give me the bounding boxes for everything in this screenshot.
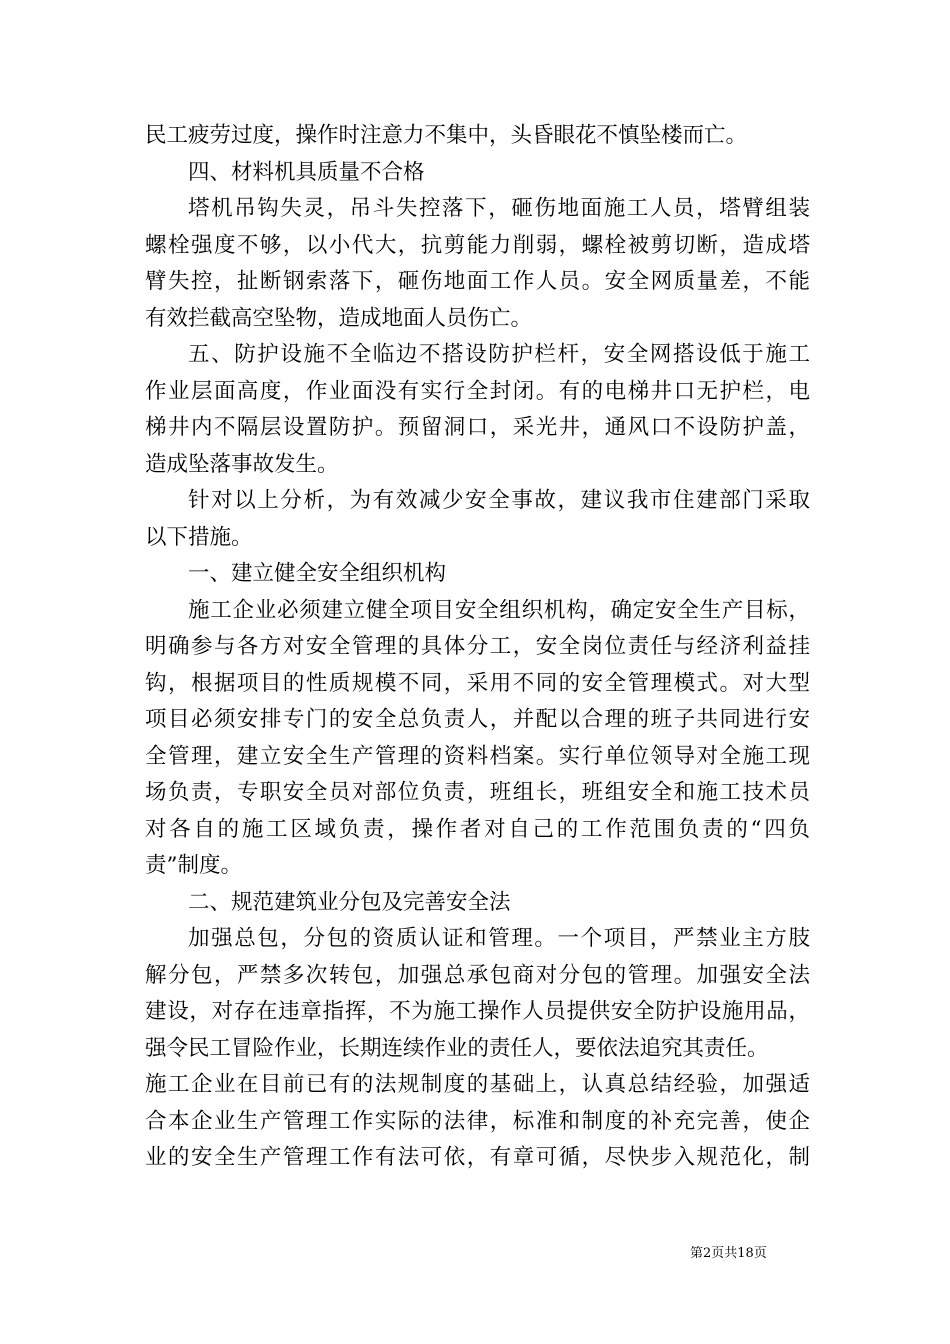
text-line: 臂失控，扯断钢索落下，砸伤地面工作人员。安全网质量差，不能 <box>145 269 810 294</box>
text-line: 梯井内不隔层设置防护。预留洞口，采光井，通风口不设防护盖， <box>145 415 810 440</box>
text-line: 民工疲劳过度，操作时注意力不集中，头昏眼花不慎坠楼而亡。 <box>145 123 748 148</box>
text-line: 项目必须安排专门的安全总负责人，并配以合理的班子共同进行安 <box>145 707 810 732</box>
text-line: 作业层面高度，作业面没有实行全封闭。有的电梯井口无护栏，电 <box>145 378 810 404</box>
text-line: 责”制度。 <box>145 853 242 878</box>
text-line: 造成坠落事故发生。 <box>145 451 339 477</box>
text-line: 加强总包，分包的资质认证和管理。一个项目，严禁业主方肢 <box>188 926 810 951</box>
text-line: 合本企业生产管理工作实际的法律，标准和制度的补充完善，使企 <box>145 1108 810 1134</box>
text-line: 施工企业必须建立健全项目安全组织机构，确定安全生产目标， <box>188 597 810 623</box>
section-heading: 二、规范建筑业分包及完善安全法 <box>188 889 511 915</box>
text-line: 塔机吊钩失灵，吊斗失控落下，砸伤地面施工人员，塔臂组装 <box>188 196 810 221</box>
text-line: 对各自的施工区域负责，操作者对自己的工作范围负责的“四负 <box>145 816 810 842</box>
text-line: 明确参与各方对安全管理的具体分工，安全岗位责任与经济利益挂 <box>145 634 810 659</box>
text-line: 强令民工冒险作业，长期连续作业的责任人，要依法追究其责任。 <box>145 1035 769 1061</box>
text-line: 针对以上分析，为有效减少安全事故，建议我市住建部门采取 <box>188 488 810 513</box>
text-line: 解分包，严禁多次转包，加强总承包商对分包的管理。加强安全法 <box>145 962 810 988</box>
text-line: 以下措施。 <box>145 524 253 550</box>
section-heading: 一、建立健全安全组织机构 <box>188 561 447 586</box>
page-number: 第2页共18页 <box>690 1246 767 1261</box>
text-line: 螺栓强度不够，以小代大，抗剪能力削弱，螺栓被剪切断，造成塔 <box>145 232 810 258</box>
text-line: 有效拦截高空坠物，造成地面人员伤亡。 <box>145 305 533 331</box>
text-line: 业的安全生产管理工作有法可依，有章可循，尽快步入规范化，制 <box>145 1145 810 1170</box>
text-line: 场负责，专职安全员对部位负责，班组长，班组安全和施工技术员 <box>145 780 810 805</box>
text-line: 钩，根据项目的性质规模不同，采用不同的安全管理模式。对大型 <box>145 670 810 696</box>
document-body <box>145 118 810 1177</box>
text-line: 全管理，建立安全生产管理的资料档案。实行单位领导对全施工现 <box>145 743 810 769</box>
section-heading: 四、材料机具质量不合格 <box>188 159 425 185</box>
text-line: 施工企业在目前已有的法规制度的基础上，认真总结经验，加强适 <box>145 1072 810 1097</box>
text-line: 建设，对存在违章指挥，不为施工操作人员提供安全防护设施用品， <box>145 999 810 1024</box>
text-line: 五、防护设施不全临边不搭设防护栏杆，安全网搭设低于施工 <box>188 342 810 367</box>
